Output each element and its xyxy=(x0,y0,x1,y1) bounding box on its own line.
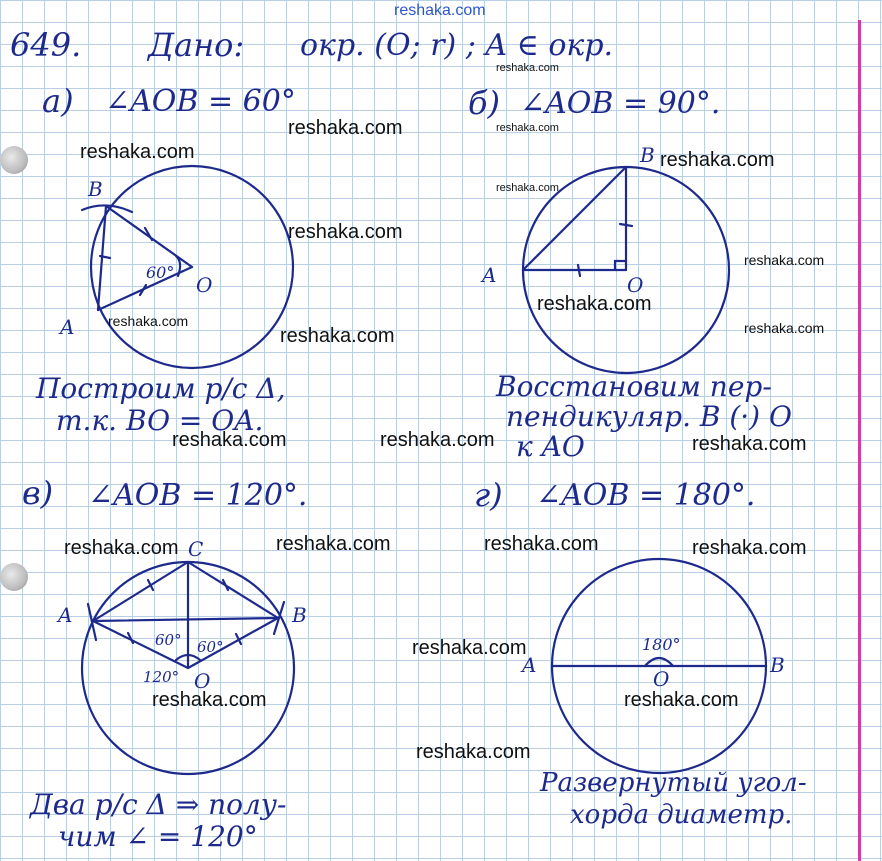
watermark: reshaka.com xyxy=(280,325,395,347)
part-v-angle: ∠AOB = 120°. xyxy=(88,478,308,513)
fig-a-label-b: B xyxy=(88,177,103,201)
watermark-small: reshaka.com xyxy=(496,122,559,134)
part-v-label: в) xyxy=(22,474,54,512)
part-b-angle: ∠AOB = 90°. xyxy=(520,86,721,121)
watermark: reshaka.com xyxy=(692,433,807,455)
watermark-small: reshaka.com xyxy=(744,252,825,268)
part-b-label: б) xyxy=(468,84,501,122)
given-label: Дано: xyxy=(148,26,245,64)
fig-v-label-o: O xyxy=(194,669,211,693)
watermark: reshaka.com xyxy=(288,221,403,243)
watermark: reshaka.com xyxy=(80,141,195,163)
watermark: reshaka.com xyxy=(624,689,739,711)
part-g-angle: ∠AOB = 180°. xyxy=(536,478,756,513)
fig-a-label-o: O xyxy=(196,273,213,297)
note-v-line1: Два р/с Δ ⇒ полу- xyxy=(30,788,287,821)
given-condition: окр. (O; r) ; A ∈ окр. xyxy=(300,28,614,63)
watermark: reshaka.com xyxy=(288,117,403,139)
fig-v-label-a: A xyxy=(58,603,73,627)
fig-b-label-o: O xyxy=(627,273,644,297)
note-g-line2: хорда диаметр. xyxy=(570,800,793,830)
watermark: reshaka.com xyxy=(172,429,287,451)
watermark-small: reshaka.com xyxy=(744,320,825,336)
fig-g-label-b: B xyxy=(770,653,785,677)
watermark: reshaka.com xyxy=(276,533,391,555)
watermark: reshaka.com xyxy=(152,689,267,711)
part-a-angle: ∠AOB = 60° xyxy=(105,84,296,119)
watermark-small: reshaka.com xyxy=(108,313,189,329)
note-b-line3: к AO xyxy=(516,430,585,463)
fig-v-left-angle: 60° xyxy=(155,631,182,649)
note-v-line2: чим ∠ = 120° xyxy=(58,820,258,853)
watermark-top: reshaka.com xyxy=(394,2,486,19)
part-a-label: а) xyxy=(42,82,74,120)
fig-g-label-a: A xyxy=(522,653,537,677)
fig-b-label-b: B xyxy=(640,143,655,167)
note-b-line1: Восстановим пер- xyxy=(496,370,772,403)
fig-v-label-b: B xyxy=(292,603,307,627)
fig-a-label-a: A xyxy=(60,315,75,339)
fig-a-angle-mark: 60° xyxy=(146,263,175,282)
watermark-small: reshaka.com xyxy=(496,62,559,74)
watermark: reshaka.com xyxy=(416,741,531,763)
watermark: reshaka.com xyxy=(64,537,179,559)
note-b-line2: пендикуляр. В (·) O xyxy=(506,400,792,433)
note-g-line1: Развернутый угол- xyxy=(540,768,807,798)
fig-v-right-angle: 60° xyxy=(197,638,224,656)
problem-number: 649. xyxy=(10,26,82,64)
part-g-label: г) xyxy=(474,476,503,514)
note-a-line2: т.к. BO = OA. xyxy=(56,404,264,437)
watermark: reshaka.com xyxy=(412,637,527,659)
watermark: reshaka.com xyxy=(537,293,652,315)
watermark: reshaka.com xyxy=(380,429,495,451)
watermark-small: reshaka.com xyxy=(496,182,559,194)
watermark: reshaka.com xyxy=(660,149,775,171)
note-a-line1: Построим р/с Δ, xyxy=(36,372,286,405)
watermark: reshaka.com xyxy=(484,533,599,555)
watermark: reshaka.com xyxy=(692,537,807,559)
fig-g-angle-mark: 180° xyxy=(642,635,681,654)
fig-v-label-c: C xyxy=(188,537,204,561)
fig-b-label-a: A xyxy=(482,263,497,287)
fig-g-label-o: O xyxy=(653,667,670,691)
fig-v-bottom-angle: 120° xyxy=(143,668,180,686)
